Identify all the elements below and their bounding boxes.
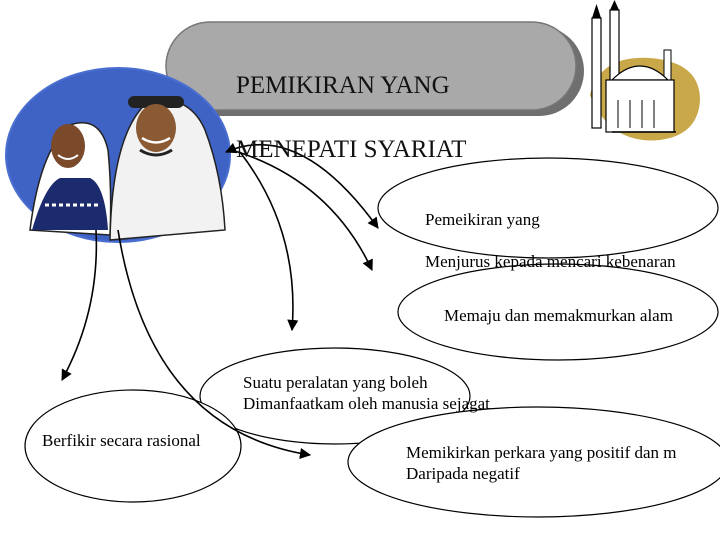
node-prosper-line-1: Memaju dan memakmurkan alam	[444, 306, 673, 325]
node-tool	[243, 372, 543, 414]
arrow-to-rational	[62, 230, 96, 380]
mosque-icon	[590, 0, 700, 140]
node-tool-line-2: Dimanfaatkam oleh manusia sejagat	[243, 394, 490, 413]
node-positive	[406, 442, 720, 484]
title-line-2: MENEPATI SYARIAT	[236, 136, 467, 163]
node-truth	[425, 188, 715, 293]
node-rational-line-1: Berfikir secara rasional	[42, 431, 201, 450]
node-truth-line-1: Pemeikiran yang	[425, 210, 540, 229]
title-line-1: PEMIKIRAN YANG	[236, 72, 450, 99]
diagram-title	[236, 38, 466, 198]
node-rational	[42, 430, 242, 451]
node-prosper	[444, 305, 716, 326]
node-tool-line-1: Suatu peralatan yang boleh	[243, 373, 428, 392]
node-positive-line-1: Memikirkan perkara yang positif dan m	[406, 443, 677, 462]
people-illustration-icon	[6, 68, 230, 242]
node-positive-line-2: Daripada negatif	[406, 464, 520, 483]
node-truth-line-2: Menjurus kepada mencari kebenaran	[425, 252, 676, 271]
